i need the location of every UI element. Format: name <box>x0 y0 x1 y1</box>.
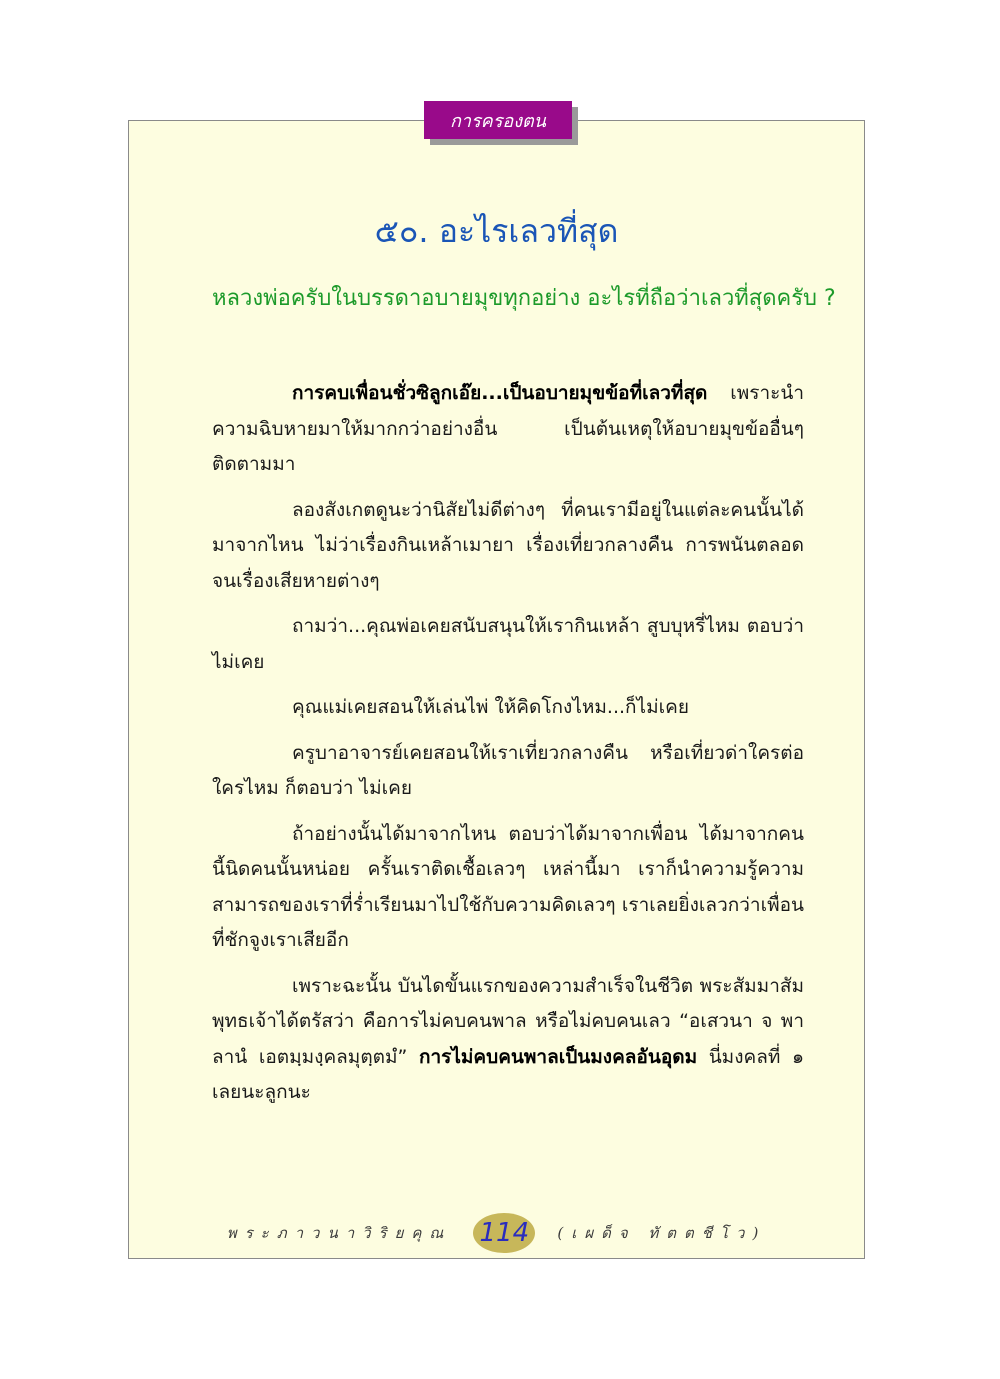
paragraph-6: ถ้าอย่างนั้นได้มาจากไหน ตอบว่าได้มาจากเพื่อน ได้มาจากคนนี้นิดคนนั้นหน่อย ครั้นเราติดเชื้อเลวๆ เหล่านี้มา เราก็นำความรู้ความสามารถของเราที่ร่ำเรียนมาไปใช้กับความคิดเลวๆ เราเลยยิ่งเลวกว่าเพื่อนที่ชักจูงเราเสียอีก <box>212 822 804 951</box>
paragraph-4: คุณแม่เคยสอนให้เล่นไพ่ ให้คิดโกงไหม...ก็ไม่เคย <box>292 696 689 718</box>
chapter-title: ๕๐. อะไรเลวที่สุด <box>374 212 619 250</box>
paragraph-1 <box>212 376 804 483</box>
footer-author: (เผด็จ ทัตตชีโว) <box>557 1224 767 1242</box>
paragraph-3: ถามว่า...คุณพ่อเคยสนับสนุนให้เรากินเหล้า สูบบุหรี่ไหม ตอบว่า ไม่เคย <box>212 615 804 673</box>
footer-book-title: พระภาวนาวิริยคุณ <box>226 1224 452 1242</box>
paragraph-1-bold: การคบเพื่อนชั่วซิลูกเอ๊ย...เป็นอบายมุขข้อที่เลวที่สุด <box>292 382 708 404</box>
paragraph-2: ลองสังเกตดูนะว่านิสัยไม่ดีต่างๆ ที่คนเรามีอยู่ในแต่ละคนนั้นได้มาจากไหน ไม่ว่าเรื่องกินเหล้าเมายา เรื่องเที่ยวกลางคืน การพนันตลอดจนเรื่องเสียหายต่างๆ <box>212 498 804 592</box>
paragraph-5: ครูบาอาจารย์เคยสอนให้เราเที่ยวกลางคืน หรือเที่ยวด่าใครต่อใครไหม ก็ตอบว่า ไม่เคย <box>212 741 804 799</box>
section-tab: การครองตน <box>424 101 572 139</box>
page-number: 114 <box>473 1213 535 1253</box>
body-text <box>212 376 804 1121</box>
paragraph-7-bold: การไม่คบคนพาลเป็นมงคลอันอุดม <box>418 1045 698 1068</box>
question-text: หลวงพ่อครับในบรรดาอบายมุขทุกอย่าง อะไรที่ถือว่าเลวที่สุดครับ ? <box>212 286 836 311</box>
paragraph-1-rest: เพราะนำความฉิบหายมาให้มากกว่าอย่างอื่น เป็นต้นเหตุให้อบายมุขข้ออื่นๆ ติดตามมา <box>212 382 804 475</box>
paragraph-7-a: เพราะฉะนั้น บันไดขั้นแรกของความสำเร็จในชีวิต พระสัมมาสัมพุทธเจ้าได้ตรัสว่า คือการไม่คบคนพาล หรือไม่คบคนเลว “อเสวนา จ พาลานํ เอตมฺมงฺคลมุตฺตมํ” <box>212 974 804 1068</box>
paragraph-7 <box>212 969 804 1111</box>
paragraph-7-b: นี่มงคลที่ ๑ เลยนะลูกนะ <box>212 1045 805 1103</box>
page-footer <box>128 1210 865 1256</box>
